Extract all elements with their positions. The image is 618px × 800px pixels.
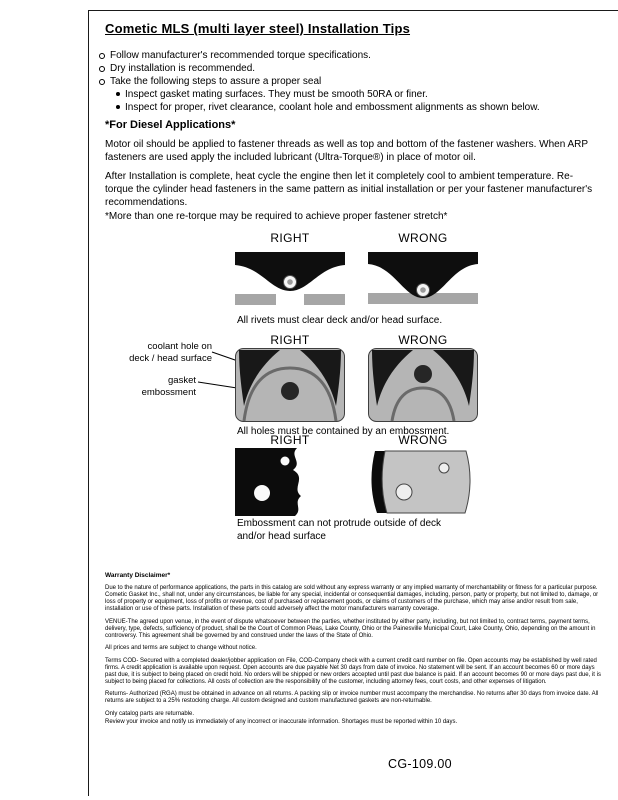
- tip-item: [99, 49, 594, 62]
- row2-wrong-label: WRONG: [398, 333, 448, 347]
- tips-list: [99, 49, 594, 114]
- row2-caption: All holes must be contained by an embossment.: [237, 426, 450, 437]
- row1-right-label: RIGHT: [270, 231, 310, 245]
- row3-right-label: RIGHT: [270, 433, 310, 447]
- hole-contained-wrong-icon: [368, 348, 478, 422]
- deck-surface: [304, 294, 345, 305]
- filled-bullet-icon: [116, 92, 120, 96]
- rivet-wrong-figure: [368, 247, 478, 311]
- diesel-paragraph-2: After Installation is complete, heat cycle the engine then let it completely cool to ambient temperature. Re-torque the cylinder head fasteners in the same pattern as initial installation or per your fastener manufacturer's recommendations.: [105, 171, 593, 208]
- disclaimer-paragraph: Returns- Authorized (RGA) must be obtained in advance on all returns. A packing slip or invoice number must accompany the merchandise. No returns after 30 days from invoice date. All returns are subject to a 25% restocking charge. All custom designed and custom manufactured gaskets are non-returnable.: [105, 691, 599, 704]
- row1-caption: All rivets must clear deck and/or head surface.: [237, 315, 443, 326]
- page-title: Cometic MLS (multi layer steel) Installation Tips: [105, 21, 411, 36]
- disclaimer-paragraph: VENUE-The agreed upon venue, in the event of dispute whatsoever between the parties, whether instituted by either party, including, but not limited to, contract terms, payment terms, delivery, type, defects, sufficiency of product, shall be the Court of Common Pleas, Lake County, Ohio or the Painesville Municipal Court, Lake County, Ohio, depending on the amount in controversy. This agreement shall be governed by and construed under the laws of the State of Ohio.: [105, 618, 596, 639]
- row3-caption: Embossment can not protrude outside of deck and/or head surface: [237, 518, 442, 542]
- disclaimer-paragraph: Review your invoice and notify us immediately of any incorrect or inaccurate information. Shortages must be reported within 10 days.: [105, 718, 458, 725]
- deck-region: [235, 448, 301, 516]
- tip-subitem: [116, 101, 594, 114]
- tip-subitem: [116, 88, 594, 101]
- warranty-disclaimer: [105, 572, 607, 727]
- tip-text: Inspect gasket mating surfaces. They must be smooth 50RA or finer.: [125, 89, 428, 100]
- disclaimer-paragraph: Terms COD- Secured with a completed dealer/jobber application on File, COD-Company check with a current credit card number on file. Open accounts may be established by well rated firms. A credit application is available upon request. Open accounts are due payable Net 30 days from date of invoice. No statement will be sent. If an account becomes 60 or more days past due, it is subject to being placed on credit hold. No orders will be shipped or new orders accepted until past due balance is paid. If an account becomes 90 or more days past due, it is subject to being placed for collections. All costs of collection are the responsibility of the customer, including attorney fees, court costs, and other expenses of litigation.: [105, 657, 601, 685]
- hollow-bullet-icon: [99, 66, 105, 72]
- coolant-hole-annotation: coolant hole on deck / head surface: [129, 341, 212, 364]
- disclaimer-paragraph: Due to the nature of performance applications, the parts in this catalog are sold without any express warranty or any implied warranty of merchantability or fitness for a particular purpose. Cometic Gasket Inc., shall not, under any circumstances, be liable for any special, incidental or consequential damages, including, person, party or property, but not limited to, damage, or loss of property or equipment, loss of profits or revenue, cost of purchased or replacement goods, or claims of customers of the purchase, which may arise and/or result from sale, installation or use of these parts. Installation of these parts could adversely affect the motor manufacturers warranty coverage.: [105, 585, 599, 612]
- diesel-paragraph-1: Motor oil should be applied to fastener threads as well as top and bottom of the fastener washers. When ARP fasteners are used apply the included lubricant (Ultra-Torque®) in place of motor oil.: [105, 139, 588, 163]
- filled-bullet-icon: [116, 105, 120, 109]
- retorque-note: *More than one re-torque may be required to achieve proper fastener stretch*: [105, 211, 448, 222]
- disclaimer-paragraph: All prices and terms are subject to change without notice.: [105, 645, 257, 651]
- disclaimer-heading: Warranty Disclaimer*: [105, 572, 171, 579]
- coolant-hole: [281, 382, 299, 400]
- row2-right-label: RIGHT: [270, 333, 310, 347]
- protrusion-wrong-figure: [368, 448, 478, 516]
- hole-contained-right-icon: [235, 348, 345, 422]
- row1-wrong-label: WRONG: [398, 231, 448, 245]
- tip-text: Take the following steps to assure a proper seal: [110, 76, 322, 87]
- deck-surface: [235, 294, 276, 305]
- catalog-page-code: CG-109.00: [388, 757, 452, 771]
- tip-item: [99, 75, 594, 88]
- rivet-clearance-wrong-icon: [368, 247, 478, 311]
- hole: [281, 457, 290, 466]
- rivet-right-figure: [235, 247, 345, 311]
- deck-region: [382, 451, 470, 513]
- tip-text: Dry installation is recommended.: [110, 63, 256, 74]
- rivet-center: [287, 279, 293, 285]
- gasket-embossment-annotation: gasket embossment: [141, 375, 196, 398]
- rivet-center: [420, 287, 426, 293]
- hole: [396, 484, 412, 500]
- rivet-clearance-right-icon: [235, 247, 345, 311]
- embossment-right-figure: [235, 348, 345, 422]
- tip-text: Inspect for proper, rivet clearance, coolant hole and embossment alignments as shown below.: [125, 102, 540, 113]
- hollow-bullet-icon: [99, 53, 105, 59]
- protrusion-wrong-icon: [368, 448, 478, 516]
- hollow-bullet-icon: [99, 79, 105, 85]
- row3-wrong-label: WRONG: [398, 433, 448, 447]
- tip-item: [99, 62, 594, 75]
- embossment-wrong-figure: [368, 348, 478, 422]
- tip-text: Follow manufacturer's recommended torque specifications.: [110, 50, 371, 61]
- hole: [254, 485, 270, 501]
- disclaimer-paragraph: Only catalog parts are returnable.: [105, 710, 195, 717]
- protrusion-right-icon: [235, 448, 345, 516]
- coolant-hole: [414, 365, 432, 383]
- hole: [439, 463, 449, 473]
- diesel-applications-heading: *For Diesel Applications*: [105, 119, 236, 131]
- protrusion-right-figure: [235, 448, 345, 516]
